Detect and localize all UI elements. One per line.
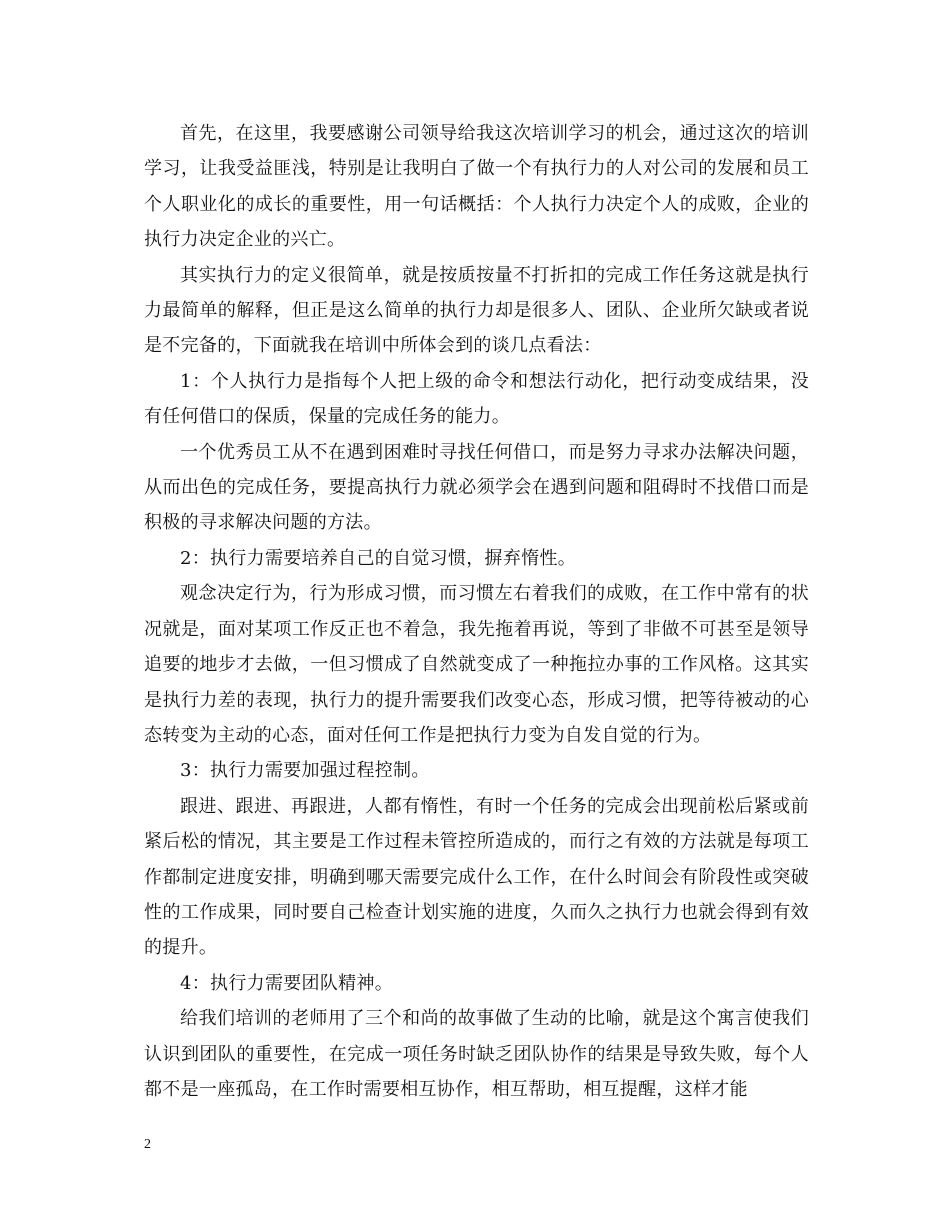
paragraph-point-4-detail: 给我们培训的老师用了三个和尚的故事做了生动的比喻，就是这个寓言使我们认识到团队的重要性，在完成一项任务时缺乏团队协作的结果是导致失败，每个人都不是一座孤岛，在工作时需要相互协作，相互帮助，相互提醒，这样才能 <box>144 1008 809 1100</box>
paragraph-point-2-detail: 观念决定行为，行为形成习惯，而习惯左右着我们的成败，在工作中常有的状况就是，面对某项工作反正也不着急，我先拖着再说，等到了非做不可甚至是领导追要的地步才去做，一但习惯成了自然就变成了一种拖拉办事的工作风格。这其实是执行力差的表现，执行力的提升需要我们改变心态，形成习惯，把等待被动的心态转变为主动的心态，面对任何工作是把执行力变为自发自觉的行为。 <box>144 583 809 746</box>
paragraph-intro: 首先，在这里，我要感谢公司领导给我这次培训学习的机会，通过这次的培训学习，让我受益匪浅，特别是让我明白了做一个有执行力的人对公司的发展和员工个人职业化的成长的重要性，用一句话概括：个人执行力决定个人的成败，企业的执行力决定企业的兴亡。 <box>144 123 809 251</box>
document-body <box>144 116 809 1107</box>
paragraph-definition: 其实执行力的定义很简单，就是按质按量不打折扣的完成工作任务这就是执行力最简单的解释，但正是这么简单的执行力却是很多人、团队、企业所欠缺或者说是不完备的，下面就我在培训中所体会到的谈几点看法： <box>144 264 809 357</box>
paragraph-point-1-detail: 一个优秀员工从不在遇到困难时寻找任何借口，而是努力寻求办法解决问题，从而出色的完成任务，要提高执行力就必须学会在遇到问题和阻碍时不找借口而是积极的寻求解决问题的方法。 <box>144 441 809 534</box>
page-number: 2 <box>144 1137 151 1152</box>
paragraph-point-3-detail: 跟进、跟进、再跟进，人都有惰性，有时一个任务的完成会出现前松后紧或前紧后松的情况，其主要是工作过程未管控所造成的，而行之有效的方法就是每项工作都制定进度安排，明确到哪天需要完成什么工作，在什么时间会有阶段性或突破性的工作成果，同时要自己检查计划实施的进度，久而久之执行力也就会得到有效的提升。 <box>144 795 809 959</box>
paragraph-point-3: 3：执行力需要加强过程控制。 <box>180 760 430 782</box>
paragraph-point-4: 4：执行力需要团队精神。 <box>180 972 394 994</box>
paragraph-point-1: 1：个人执行力是指每个人把上级的命令和想法行动化，把行动变成结果，没有任何借口的保质，保量的完成任务的能力。 <box>144 370 809 428</box>
paragraph-point-2: 2：执行力需要培养自己的自觉习惯，摒弃惰性。 <box>180 547 577 569</box>
